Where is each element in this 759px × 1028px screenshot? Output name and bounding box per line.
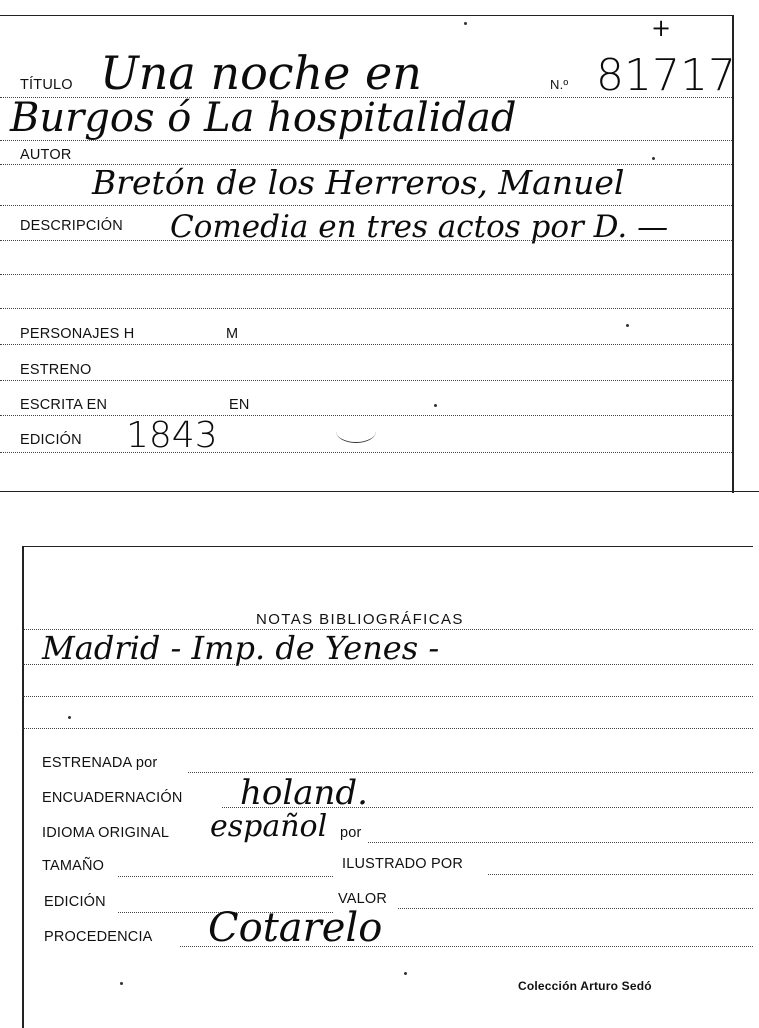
edicion-label-2: EDICIÓN [44, 894, 106, 910]
autor-value: Bretón de los Herreros, Manuel [92, 163, 625, 202]
procedencia-value: Cotarelo [208, 905, 383, 951]
escrita-rule [0, 415, 732, 416]
encuadernacion-label: ENCUADERNACIÓN [42, 790, 183, 806]
idioma-rule [368, 842, 753, 843]
valor-label: VALOR [338, 891, 388, 907]
estrenada-label: ESTRENADA por [42, 755, 158, 771]
speck [652, 157, 655, 160]
notas-value: Madrid - Imp. de Yenes - [42, 629, 440, 667]
card-bottom-edge [0, 491, 759, 492]
tamano-rule [118, 876, 333, 877]
titulo2-rule [0, 140, 732, 141]
encuadernacion-rule [222, 807, 753, 808]
estreno-label: ESTRENO [20, 362, 92, 378]
notas-rule-2 [22, 696, 753, 697]
titulo-line2-value: Burgos ó La hospitalidad [10, 95, 517, 141]
autor2-rule [0, 205, 732, 206]
descripcion-value: Comedia en tres actos por D. — [170, 209, 669, 245]
punch-mark [336, 420, 376, 443]
ilustrado-rule [488, 874, 753, 875]
notas-title: NOTAS BIBLIOGRÁFICAS [256, 611, 464, 628]
procedencia-label: PROCEDENCIA [44, 929, 153, 945]
speck [434, 404, 437, 407]
speck [464, 22, 467, 25]
descripcion-label: DESCRIPCIÓN [20, 218, 123, 234]
catalog-card-top [0, 0, 759, 492]
personajes-rule [0, 344, 732, 345]
ilustrado-label: ILUSTRADO POR [342, 856, 464, 872]
numero-label: N.º [550, 77, 569, 92]
titulo-label: TÍTULO [20, 77, 73, 93]
escrita-label: ESCRITA EN [20, 397, 108, 413]
card-left-edge [22, 546, 24, 1028]
personajes-label: PERSONAJES H [20, 326, 135, 342]
edicion-label: EDICIÓN [20, 432, 82, 448]
speck [404, 972, 407, 975]
autor-label: AUTOR [20, 147, 72, 163]
speck [68, 716, 71, 719]
card-top-edge [22, 546, 753, 547]
valor-rule [398, 908, 753, 909]
speck [120, 982, 123, 985]
procedencia-rule [180, 946, 753, 947]
edicion-value: 1843 [126, 415, 218, 456]
tamano-label: TAMAÑO [42, 858, 105, 874]
blank-rule-2 [0, 308, 732, 309]
speck [626, 324, 629, 327]
notas-rule-3 [22, 728, 753, 729]
idioma-por-label: por [340, 825, 362, 841]
idioma-value: español [210, 809, 328, 844]
idioma-label: IDIOMA ORIGINAL [42, 825, 170, 841]
numero-value: 81717 [596, 50, 736, 101]
card-top-edge [0, 15, 732, 16]
estreno-rule [0, 380, 732, 381]
coleccion-label: Colección Arturo Sedó [518, 979, 652, 993]
personajes-m-label: M [226, 326, 239, 342]
blank-rule-1 [0, 274, 732, 275]
catalog-card-bottom [0, 540, 759, 1028]
escrita-en-label: EN [229, 397, 250, 413]
edicion-rule [0, 452, 732, 453]
plus-mark: + [651, 14, 672, 42]
descripcion-rule [0, 240, 732, 241]
notas-rule-1 [22, 664, 753, 665]
titulo-line1-value: Una noche en [100, 46, 422, 100]
encuadernacion-value: holand. [240, 773, 368, 813]
